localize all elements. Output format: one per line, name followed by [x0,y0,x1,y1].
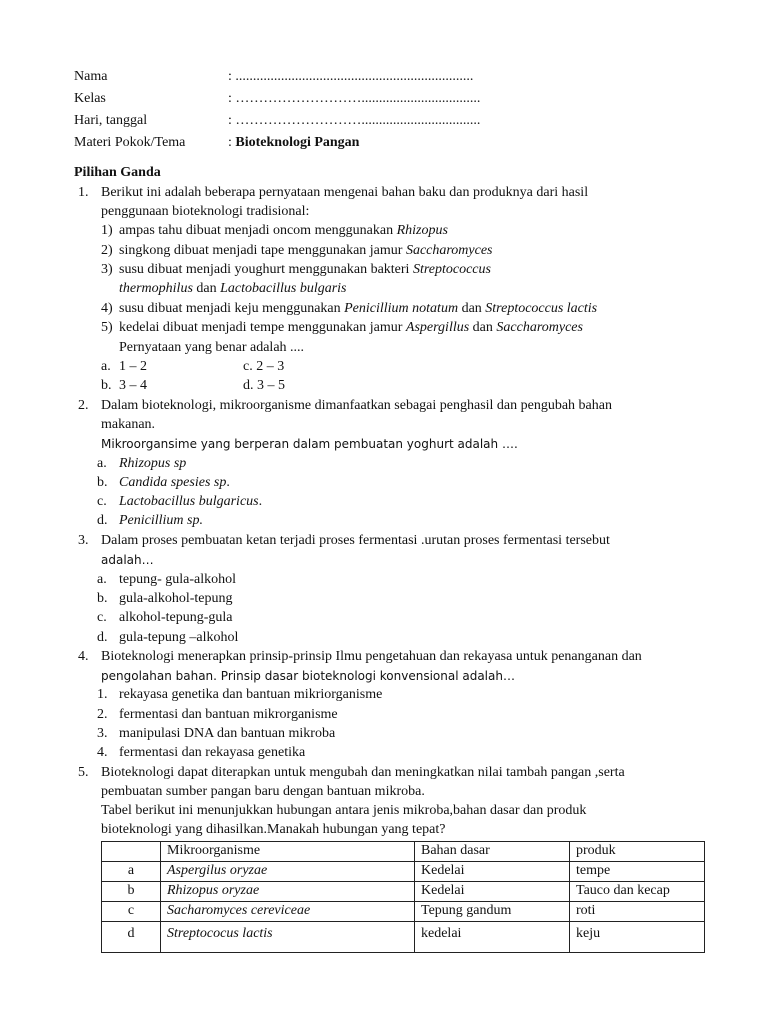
section-title: Pilihan Ganda [74,165,161,180]
materi-label: Materi Pokok/Tema [74,135,186,150]
table-cell-microorganism: Sacharomyces cereviceae [161,902,415,922]
table-row[interactable] [102,922,705,953]
table-cell-product: keju [570,922,705,953]
q1-statement-5: kedelai dibuat menjadi tempe menggunakan jamur Aspergillus dan Saccharomyces [119,320,583,335]
q1-s1-num: 1) [101,223,113,238]
hari-label: Hari, tanggal [74,113,148,128]
q1-option-b[interactable]: 3 – 4 [119,378,147,393]
q4-option-3-label: 3. [97,726,108,741]
table-cell-microorganism: Streptococus lactis [161,922,415,953]
q3-option-d[interactable]: gula-tepung –alkohol [119,630,239,645]
q3-text-line1: Dalam proses pembuatan ketan terjadi proses fermentasi .urutan proses fermentasi tersebut [101,533,610,548]
q1-number: 1. [78,185,89,200]
q2-option-c-label: c. [97,494,107,509]
q3-option-c-label: c. [97,610,107,625]
kelas-label: Kelas [74,91,106,106]
q1-option-d[interactable]: d. 3 – 5 [243,378,285,393]
hari-field: : ……………………….................................. [228,113,481,128]
q2-option-b[interactable]: Candida spesies sp. [119,475,230,490]
table-row[interactable] [102,862,705,882]
q2-text-line3: Mikroorgansime yang berperan dalam pembuatan yoghurt adalah …. [101,437,518,451]
q3-option-a-label: a. [97,572,107,587]
q2-option-d[interactable]: Penicillium sp. [119,513,203,528]
q1-option-a-label: a. [101,359,111,374]
q1-statement-3-cont: thermophilus dan Lactobacillus bulgaris [119,281,347,296]
q5-text-line2: pembuatan sumber pangan baru dengan bantuan mikroba. [101,784,425,799]
table-cell-material: Kedelai [415,862,570,882]
q1-statement-2: singkong dibuat menjadi tape menggunakan jamur Saccharomyces [119,243,493,258]
q3-option-a[interactable]: tepung- gula-alkohol [119,572,237,587]
table-header-cell [102,842,161,862]
q1-text-line2: penggunaan bioteknologi tradisional: [101,204,310,219]
q2-number: 2. [78,398,89,413]
q2-option-a-label: a. [97,456,107,471]
table-cell-option: b [102,882,161,902]
table-header-cell: Bahan dasar [415,842,570,862]
q1-s4-num: 4) [101,301,113,316]
q3-option-b-label: b. [97,591,108,606]
q4-option-1[interactable]: rekayasa genetika dan bantuan mikriorganisme [119,687,383,702]
table-cell-microorganism: Rhizopus oryzae [161,882,415,902]
q1-prompt: Pernyataan yang benar adalah .... [119,340,305,355]
materi-value: Bioteknologi Pangan [235,135,360,150]
q5-text-line4: bioteknologi yang dihasilkan.Manakah hubungan yang tepat? [101,822,446,837]
nama-field: : .................................................................... [228,69,474,84]
table-cell-material: Tepung gandum [415,902,570,922]
q5-text-line3: Tabel berikut ini menunjukkan hubungan antara jenis mikroba,bahan dasar dan produk [101,803,587,818]
materi-field: : Bioteknologi Pangan [228,135,360,150]
q2-text-line1: Dalam bioteknologi, mikroorganisme dimanfaatkan sebagai penghasil dan pengubah bahan [101,398,612,413]
q4-option-3[interactable]: manipulasi DNA dan bantuan mikroba [119,726,336,741]
q2-text-line2: makanan. [101,417,156,432]
q3-option-b[interactable]: gula-alkohol-tepung [119,591,233,606]
q1-statement-3: susu dibuat menjadi youghurt menggunakan bakteri Streptococcus [119,262,491,277]
q4-option-2-label: 2. [97,707,108,722]
table-cell-microorganism: Aspergilus oryzae [161,862,415,882]
q4-text-line2: pengolahan bahan. Prinsip dasar bioteknologi konvensional adalah… [101,669,515,683]
q5-text-line1: Bioteknologi dapat diterapkan untuk mengubah dan meningkatkan nilai tambah pangan ,serta [101,765,625,780]
q4-option-1-label: 1. [97,687,108,702]
q3-option-c[interactable]: alkohol-tepung-gula [119,610,233,625]
table-row[interactable] [102,902,705,922]
table-cell-product: tempe [570,862,705,882]
q4-option-4-label: 4. [97,745,108,760]
q1-s5-num: 5) [101,320,113,335]
q1-option-a[interactable]: 1 – 2 [119,359,147,374]
q3-option-d-label: d. [97,630,108,645]
q4-number: 4. [78,649,89,664]
q1-s3-num: 3) [101,262,113,277]
q1-option-b-label: b. [101,378,112,393]
kelas-field: : ……………………….................................. [228,91,481,106]
q1-option-c[interactable]: c. 2 – 3 [243,359,285,374]
q1-statement-1: ampas tahu dibuat menjadi oncom menggunakan Rhizopus [119,223,448,238]
q5-number: 5. [78,765,89,780]
q4-option-2[interactable]: fermentasi dan bantuan mikrorganisme [119,707,338,722]
nama-label: Nama [74,69,108,84]
q1-statement-4: susu dibuat menjadi keju menggunakan Penicillium notatum dan Streptococcus lactis [119,301,598,316]
q1-s2-num: 2) [101,243,113,258]
table-header-cell: produk [570,842,705,862]
q2-option-d-label: d. [97,513,108,528]
table-cell-option: c [102,902,161,922]
q4-text-line1: Bioteknologi menerapkan prinsip-prinsip Ilmu pengetahuan dan rekayasa untuk penanganan dan [101,649,642,664]
q3-text-line2: adalah… [101,553,154,567]
table-row[interactable] [102,882,705,902]
table-cell-material: Kedelai [415,882,570,902]
table-cell-option: a [102,862,161,882]
table-cell-option: d [102,922,161,953]
table-cell-product: Tauco dan kecap [570,882,705,902]
q3-number: 3. [78,533,89,548]
q2-option-c[interactable]: Lactobacillus bulgaricus. [119,494,263,509]
table-cell-product: roti [570,902,705,922]
q2-option-b-label: b. [97,475,108,490]
q1-text-line1: Berikut ini adalah beberapa pernyataan mengenai bahan baku dan produknya dari hasil [101,185,589,200]
table-header-cell: Mikroorganisme [161,842,415,862]
q5-table [101,841,705,953]
q4-option-4[interactable]: fermentasi dan rekayasa genetika [119,745,306,760]
q5-table-header-row [102,842,705,862]
table-cell-material: kedelai [415,922,570,953]
q2-option-a[interactable]: Rhizopus sp [119,456,187,471]
